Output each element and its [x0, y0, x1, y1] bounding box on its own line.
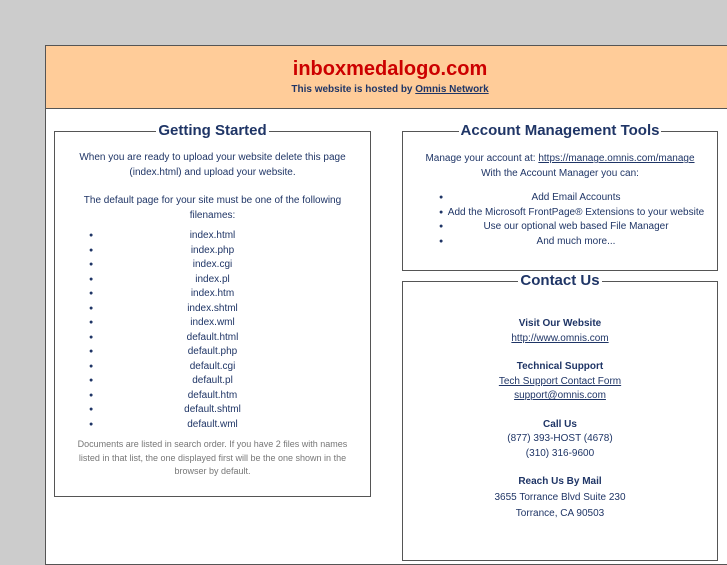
bullet-icon: ●	[89, 362, 94, 370]
bullet-icon: ●	[439, 223, 444, 230]
list-item	[439, 235, 713, 250]
list-item-text: And much more...	[536, 235, 616, 247]
default-page-info: The default page for your site must be one of the following filenames:	[83, 195, 342, 221]
filename-list	[69, 229, 356, 432]
list-item	[439, 206, 713, 221]
list-item	[439, 220, 713, 235]
bullet-icon: ●	[89, 420, 94, 428]
list-item	[69, 316, 356, 331]
list-item-text: index.html	[189, 230, 236, 241]
list-item	[69, 389, 356, 404]
bullet-icon: ●	[439, 194, 444, 201]
list-item	[69, 418, 356, 433]
list-item	[69, 244, 356, 259]
bullet-icon: ●	[89, 377, 94, 384]
manage-link[interactable]: https://manage.omnis.com/manage	[538, 153, 695, 164]
list-item-text: index.htm	[190, 288, 235, 299]
bullet-icon: ●	[89, 333, 94, 341]
account-features-list	[407, 191, 713, 249]
list-item-text: default.html	[186, 331, 239, 343]
list-item	[69, 258, 356, 273]
bullet-icon: ●	[89, 246, 94, 254]
list-item-text: index.shtml	[187, 302, 238, 314]
list-item	[69, 229, 356, 244]
bullet-icon: ●	[439, 237, 444, 245]
bullet-icon: ●	[89, 232, 94, 239]
list-item-text: default.shtml	[184, 404, 241, 415]
list-item	[439, 191, 713, 206]
support-heading: Technical Support	[516, 361, 604, 372]
list-item	[69, 331, 356, 346]
bullet-icon: ●	[89, 406, 94, 413]
bullet-icon: ●	[439, 208, 444, 216]
list-item	[69, 287, 356, 302]
bullet-icon: ●	[89, 304, 94, 312]
support-email-link[interactable]: support@omnis.com	[514, 390, 606, 401]
list-item	[69, 374, 356, 389]
list-item-text: index.pl	[195, 273, 230, 285]
list-item	[69, 302, 356, 317]
list-item-text: default.htm	[187, 389, 238, 401]
support-form-link[interactable]: Tech Support Contact Form	[498, 375, 622, 387]
bullet-icon: ●	[89, 261, 94, 268]
bullet-icon: ●	[89, 275, 94, 283]
phone-tollfree: (877) 393-HOST (4678)	[507, 433, 613, 444]
getting-started-box	[54, 122, 371, 497]
bullet-icon: ●	[89, 348, 94, 355]
search-order-note: Documents are listed in search order. If you have 2 files with names listed in that list, the one displayed first will be the one shown in the browser by default.	[77, 439, 348, 476]
list-item	[69, 273, 356, 288]
phone-local: (310) 316-9600	[525, 447, 595, 459]
upload-instructions: When you are ready to upload your website delete this page (index.html) and upload your website.	[79, 152, 346, 178]
call-heading: Call Us	[543, 418, 577, 430]
contact-box	[402, 272, 718, 561]
list-item-text: default.cgi	[189, 360, 236, 372]
bullet-icon: ●	[89, 391, 94, 399]
list-item	[69, 403, 356, 418]
list-item-text: index.php	[190, 244, 235, 256]
getting-started-title: Getting Started	[158, 122, 267, 139]
omnis-website-link[interactable]: http://www.omnis.com	[511, 332, 609, 344]
list-item	[69, 345, 356, 360]
contact-title: Contact Us	[520, 272, 600, 289]
omnis-network-link[interactable]: Omnis Network	[415, 84, 489, 95]
address-line-2: Torrance, CA 90503	[515, 507, 605, 519]
list-item-text: index.cgi	[192, 259, 233, 270]
bullet-icon: ●	[89, 319, 94, 326]
list-item-text: Use our optional web based File Manager	[483, 221, 669, 232]
list-item-text: default.pl	[192, 375, 233, 386]
manage-line: Manage your account at: https://manage.omnis.com/manage	[425, 153, 695, 164]
account-management-box	[402, 122, 718, 271]
list-item-text: default.php	[187, 346, 238, 357]
list-item-text: index.wml	[190, 317, 235, 328]
list-item-text: Add Email Accounts	[531, 192, 621, 203]
address-line-1: 3655 Torrance Blvd Suite 230	[494, 491, 626, 503]
visit-heading: Visit Our Website	[518, 318, 602, 329]
list-item-text: default.wml	[187, 418, 238, 430]
mail-heading: Reach Us By Mail	[518, 476, 602, 487]
site-title: inboxmedalogo.com	[292, 58, 488, 80]
hosted-by: This website is hosted by Omnis Network	[291, 84, 489, 95]
list-item-text: Add the Microsoft FrontPage® Extensions to your website	[447, 206, 705, 218]
list-item	[69, 360, 356, 375]
header	[46, 46, 727, 109]
account-management-title: Account Management Tools	[460, 122, 660, 139]
account-intro: With the Account Manager you can:	[481, 167, 639, 179]
bullet-icon: ●	[89, 290, 94, 297]
